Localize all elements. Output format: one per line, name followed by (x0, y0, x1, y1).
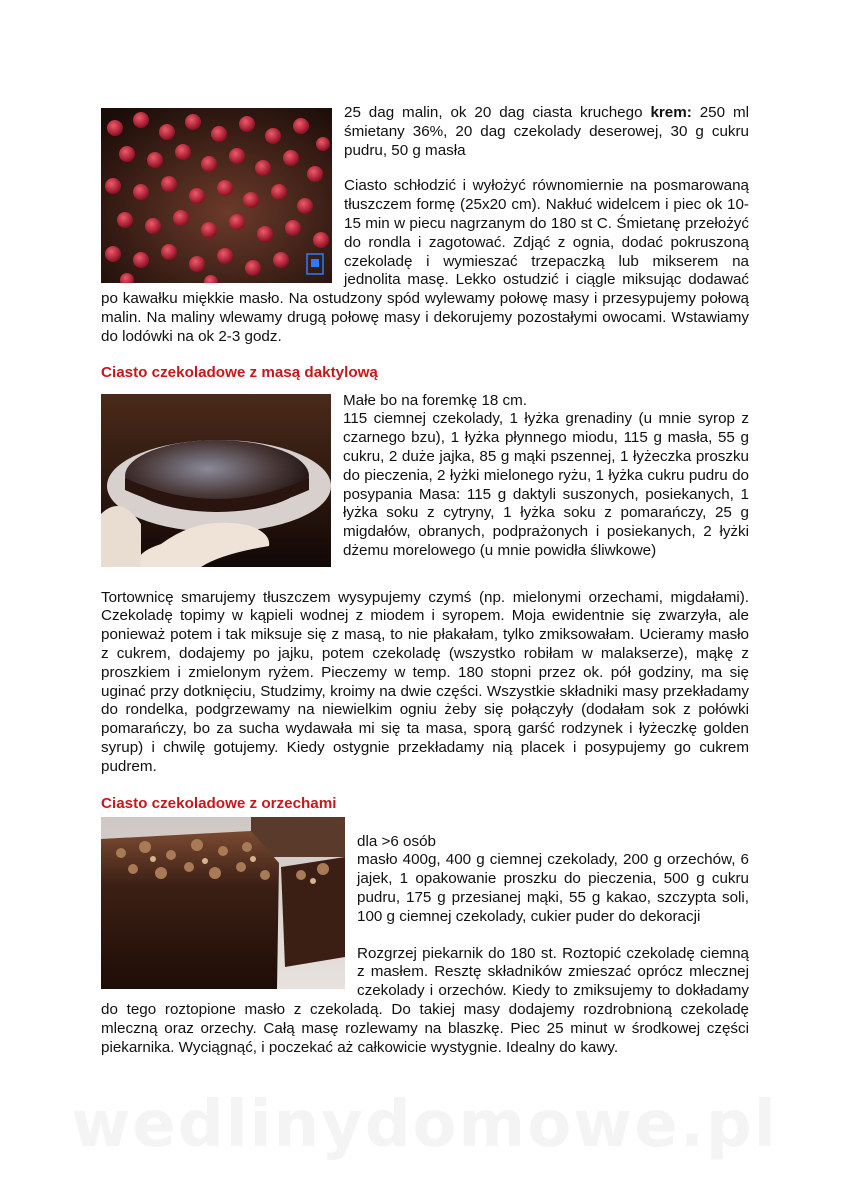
section2-ingredients: 115 ciemnej czekolady, 1 łyżka grenadiny (u mnie syrop z czarnego bzu), 1 łyżka płynnego miodu, 115 g masła, 55 g cukru, 2 duże jajka, 85 g mąki pszennej, 1 łyżeczka proszku do pieczenia, 2 łyżki mielonego ryżu, 1 łyżka cukru pudru do posypania Masa: 115 g daktyli suszonych, posiekanych, 1 łyżka soku z cytryny, 1 łyżka soku z pomarańczy, 25 g migdałów, obranych, podprażonych i posiekanych, 2 łyżki dżemu morelowego (u mnie powidła śliwkowe) (343, 410, 749, 559)
section3-method: Rozgrzej piekarnik do 180 st. Roztopić czekoladę ciemną z masłem. Resztę składników zmieszać oprócz mlecznej czekolady i orzechów. Kiedy to zmiksujemy to dokładamy do tego roztopione masło z czekoladą. Do takiej masy dodajemy rozdrobnioną czekoladę mleczną oraz orzechy. Całą masę rozlewamy na blaszkę. Piec 25 minut w środkowej części piekarnika. Wyciągnąć, i poczekać aż całkowicie wystygnie. Idealny do kawy. (101, 944, 749, 1056)
section3-ingredients: masło 400g, 400 g ciemnej czekolady, 200 g orzechów, 6 jajek, 1 opakowanie proszku do pieczenia, 500 g cukru pudru, 175 g przesianej mąki, 55 g kakao, szczypta soli, 100 g ciemnej czekolady, cukier puder do dekoracji (357, 851, 749, 925)
section1-ingredients: 25 dag malin, ok 20 dag ciasta kruchego krem: 250 ml śmietany 36%, 20 dag czekolady deserowej, 30 g cukru pudru, 50 g masła (344, 104, 749, 159)
section3-heading: Ciasto czekoladowe z orzechami (101, 794, 337, 812)
chocolate-cake-on-plate-photo (101, 394, 331, 567)
chocolate-nut-brownie-photo (101, 817, 345, 989)
watermark: wedlinydomowe.pl (71, 1088, 778, 1162)
section2-size-note: Małe bo na foremkę 18 cm. (343, 391, 528, 409)
raspberry-tart-illustration (101, 108, 332, 283)
section1-method: Ciasto schłodzić i wyłożyć równomiernie na posmarowaną tłuszczem formę (25x20 cm). Nakłuć widelcem i piec ok 10-15 min w piecu nagrzanym do 180 st C. Śmietanę przełożyć do rondla i zagotować. Zdjąć z ognia, dodać pokruszoną czekoladę i wymieszać trzepaczką lub mikserem na jednolita masę. Lekko ostudzić i ciągle miksując dodawać po kawałku miękkie masło. Na ostudzony spód wylewamy połowę masy i przesypujemy połową malin. Na maliny wlewamy drugą połowę masy i dekorujemy pozostałymi owocami. Wstawiamy do lodówki na ok 2-3 godz. (101, 177, 749, 345)
section2-method: Tortownicę smarujemy tłuszczem wysypujemy czymś (np. mielonymi orzechami, migdałami). Czekoladę topimy w kąpieli wodnej z miodem i syropem. Moja ewidentnie się zwarzyła, ale ponieważ potem i tak miksuje się z masą, to nie płakałam, tylko zmiksowałam. Ucieramy masło z cukrem, dodajemy po jajku, potem czekoladę (wszystko robiłam w malakserze), mąkę z proszkiem i zmielonym ryżem. Pieczemy w temp. 180 stopni przez ok. pół godziny, ma się uginać przy dotknięciu, Studzimy, kroimy na dwie części. Wszystkie składniki masy przekładamy do rondelka, podgrzewamy na niewielkim ogniu żeby się połączyły (dodałam sok z połówki pomarańczy, bo za sucha wydawała mi się ta masa, sporą garść rodzynek i łyżeczkę golden syrup) i chwilę gotujemy. Kiedy ostygnie przekładamy nią placek i posypujemy go cukrem pudrem. (101, 588, 749, 775)
section3-servings: dla >6 osób (357, 832, 436, 850)
section2-heading: Ciasto czekoladowe z masą daktylową (101, 363, 378, 381)
cake-on-plate-illustration (101, 394, 331, 567)
document-page (101, 104, 749, 1057)
raspberry-tart-photo (101, 108, 332, 283)
brownie-illustration (101, 817, 345, 989)
